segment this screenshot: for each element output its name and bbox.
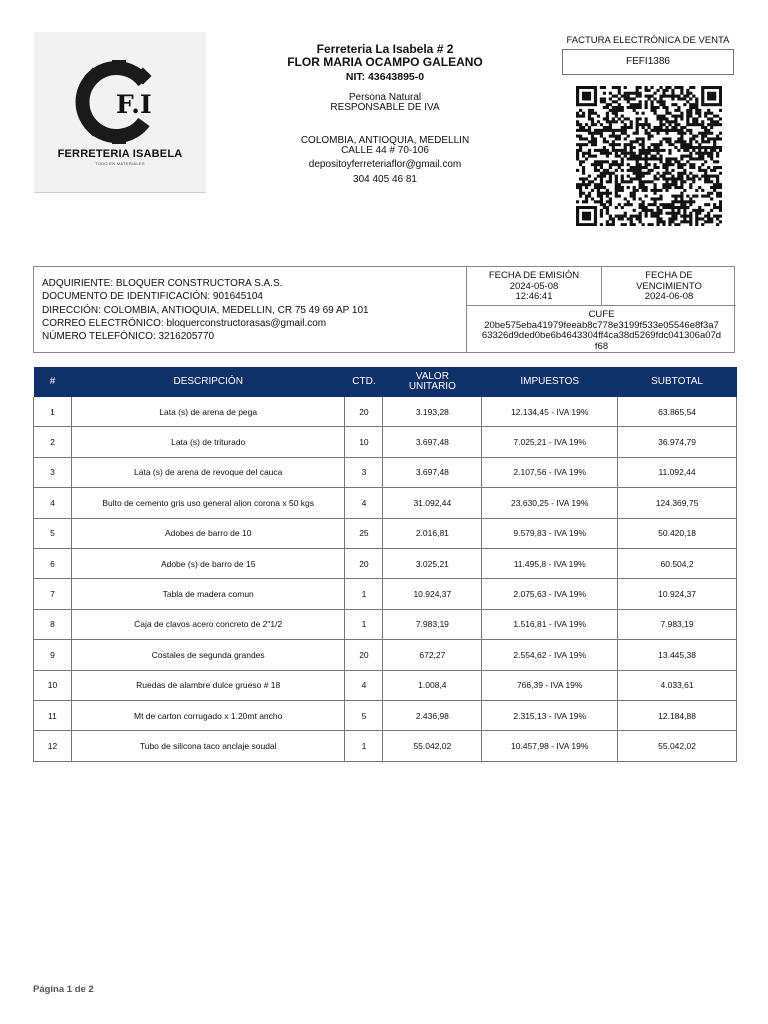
logo-name: FERRETERIA ISABELA <box>57 148 183 160</box>
row-quantity: 10 <box>345 427 383 457</box>
table-row <box>34 700 737 730</box>
issue-time: 12:46:41 <box>515 291 553 302</box>
header-unit-value-line-1: VALOR <box>415 371 449 382</box>
row-description: Adobe (s) de barro de 15 <box>71 548 345 578</box>
row-num: 8 <box>34 609 72 639</box>
row-description: Lata (s) de arena de revoque del cauca <box>71 457 345 487</box>
row-subtotal: 12.184,88 <box>618 700 737 730</box>
issue-date-cell <box>467 271 601 303</box>
row-num: 6 <box>34 548 72 578</box>
due-date-cell <box>602 271 736 303</box>
row-taxes: 11.495,8 - IVA 19% <box>482 548 618 578</box>
row-num: 2 <box>34 427 72 457</box>
seller-phone: 304 405 46 81 <box>353 174 417 185</box>
document-number: FEFI1386 <box>562 49 734 75</box>
row-quantity: 5 <box>345 700 383 730</box>
row-unit-value: 3.025,21 <box>383 548 482 578</box>
seller-address: CALLE 44 # 70-106 <box>341 145 429 156</box>
row-taxes: 12.134,45 - IVA 19% <box>482 397 618 427</box>
issue-date-label: FECHA DE EMISIÓN <box>488 270 580 281</box>
person-type: Persona Natural <box>348 92 422 103</box>
row-num: 11 <box>34 700 72 730</box>
row-unit-value: 3.193,28 <box>383 397 482 427</box>
row-unit-value: 10.924,37 <box>383 579 482 609</box>
row-taxes: 7.025,21 - IVA 19% <box>482 427 618 457</box>
row-num: 12 <box>34 731 72 761</box>
row-subtotal: 11.092,44 <box>618 457 737 487</box>
header-unit-value <box>383 367 482 397</box>
row-subtotal: 7.983,19 <box>618 609 737 639</box>
row-taxes: 1.516,81 - IVA 19% <box>482 609 618 639</box>
row-subtotal: 55.042,02 <box>618 731 737 761</box>
row-unit-value: 31.092,44 <box>383 488 482 518</box>
row-description: Tubo de silicona taco anclaje soudal <box>71 731 345 761</box>
row-num: 5 <box>34 518 72 548</box>
table-row <box>34 457 737 487</box>
row-quantity: 20 <box>345 548 383 578</box>
row-num: 4 <box>34 488 72 518</box>
row-unit-value: 672,27 <box>383 640 482 670</box>
row-description: Mt de carton corrugado x 1.20mt ancho <box>71 700 345 730</box>
row-quantity: 25 <box>345 518 383 548</box>
row-num: 10 <box>34 670 72 700</box>
row-taxes: 2.554,62 - IVA 19% <box>482 640 618 670</box>
due-date-label-1: FECHA DE <box>645 270 693 281</box>
row-num: 1 <box>34 397 72 427</box>
header-description: DESCRIPCIÓN <box>71 367 345 397</box>
row-unit-value: 2.436,98 <box>383 700 482 730</box>
row-taxes: 2.107,56 - IVA 19% <box>482 457 618 487</box>
row-subtotal: 63.865,54 <box>618 397 737 427</box>
row-num: 9 <box>34 640 72 670</box>
buyer-email: CORREO ELECTRÓNICO: bloquerconstructorasas@gmail.com <box>42 317 327 329</box>
header-taxes: IMPUESTOS <box>482 367 618 397</box>
cufe-line-2: 63326d9ded0be6b4643304ff4ca38d5269fdc041306a07d <box>481 330 722 341</box>
header-subtotal: SUBTOTAL <box>618 367 737 397</box>
row-taxes: 10.457,98 - IVA 19% <box>482 731 618 761</box>
issue-date: 2024-05-08 <box>509 280 559 292</box>
row-quantity: 4 <box>345 488 383 518</box>
table-header-row <box>34 367 737 397</box>
row-taxes: 9.579,83 - IVA 19% <box>482 518 618 548</box>
row-subtotal: 13.445,38 <box>618 640 737 670</box>
row-unit-value: 3.697,48 <box>383 427 482 457</box>
row-unit-value: 3.697,48 <box>383 457 482 487</box>
row-num: 7 <box>34 579 72 609</box>
buyer-phone: NÚMERO TELEFÓNICO: 3216205770 <box>42 331 215 343</box>
row-subtotal: 4.033,61 <box>618 670 737 700</box>
table-row <box>34 518 737 548</box>
row-description: Costales de segunda grandes <box>71 640 345 670</box>
row-quantity: 1 <box>345 609 383 639</box>
cufe-line-1: 20be575eba41979feeab8c778e3199f533e05546e8f3a7 <box>484 319 719 331</box>
table-row <box>34 579 737 609</box>
page-number: Página 1 de 2 <box>33 984 94 995</box>
due-date-label-2: VENCIMIENTO <box>636 280 702 292</box>
row-description: Caja de clavos acero concreto de 2"1/2 <box>71 609 345 639</box>
row-quantity: 20 <box>345 640 383 670</box>
store-name: Ferreteria La Isabela # 2 <box>316 42 454 56</box>
row-taxes: 766,39 - IVA 19% <box>482 670 618 700</box>
seller-location: COLOMBIA, ANTIOQUIA, MEDELLIN <box>300 135 470 146</box>
buyer-info-box <box>33 266 735 353</box>
row-unit-value: 1.008,4 <box>383 670 482 700</box>
row-quantity: 1 <box>345 731 383 761</box>
table-row <box>34 609 737 639</box>
row-num: 3 <box>34 457 72 487</box>
items-table <box>33 367 737 762</box>
table-row <box>34 427 737 457</box>
row-taxes: 2.315,13 - IVA 19% <box>482 700 618 730</box>
row-description: Lata (s) de arena de pega <box>71 397 345 427</box>
row-description: Bulto de cemento gris uso general alion corona x 50 kgs <box>71 488 345 518</box>
header-num: # <box>34 367 72 397</box>
qr-code-icon <box>576 86 722 226</box>
row-description: Lata (s) de triturado <box>71 427 345 457</box>
row-unit-value: 7.983,19 <box>383 609 482 639</box>
row-unit-value: 55.042,02 <box>383 731 482 761</box>
row-subtotal: 36.974,79 <box>618 427 737 457</box>
logo-initials: F.I <box>116 90 152 119</box>
row-subtotal: 50.420,18 <box>618 518 737 548</box>
row-description: Adobes de barro de 10 <box>71 518 345 548</box>
buyer-id: DOCUMENTO DE IDENTIFICACIÓN: 901645104 <box>42 291 263 303</box>
cufe-cell <box>467 310 736 352</box>
header-unit-value-line-2: UNITARIO <box>408 381 456 392</box>
document-type: FACTURA ELECTRÓNICA DE VENTA <box>566 35 730 46</box>
owner-name: FLOR MARIA OCAMPO GALEANO <box>287 55 483 69</box>
row-subtotal: 10.924,37 <box>618 579 737 609</box>
row-description: Tabla de madera comun <box>71 579 345 609</box>
row-description: Ruedas de alambre dulce grueso # 18 <box>71 670 345 700</box>
table-row <box>34 731 737 761</box>
logo-tagline: TODO EN MATERIALES <box>95 161 145 166</box>
row-quantity: 1 <box>345 579 383 609</box>
table-row <box>34 548 737 578</box>
due-date: 2024-06-08 <box>644 291 694 302</box>
row-taxes: 23.630,25 - IVA 19% <box>482 488 618 518</box>
table-row <box>34 397 737 427</box>
header-quantity: CTD. <box>345 367 383 397</box>
cufe-label: CUFE <box>588 309 615 320</box>
cufe-line-3: f68 <box>594 340 609 352</box>
row-quantity: 20 <box>345 397 383 427</box>
table-row <box>34 640 737 670</box>
row-subtotal: 60.504,2 <box>618 548 737 578</box>
seller-email: depositoyferreteriaflor@gmail.com <box>308 159 462 170</box>
row-taxes: 2.075,63 - IVA 19% <box>482 579 618 609</box>
row-unit-value: 2.016,81 <box>383 518 482 548</box>
row-subtotal: 124.369,75 <box>618 488 737 518</box>
tax-regime: RESPONSABLE DE IVA <box>330 102 440 113</box>
buyer-details <box>42 277 369 343</box>
buyer-address: DIRECCIÓN: COLOMBIA, ANTIOQUIA, MEDELLIN, CR 75 49 69 AP 101 <box>42 304 369 316</box>
buyer-name: ADQUIRIENTE: BLOQUER CONSTRUCTORA S.A.S. <box>42 278 283 289</box>
company-logo <box>34 32 206 193</box>
table-row <box>34 488 737 518</box>
seller-nit: NIT: 43643895-0 <box>345 71 425 83</box>
table-row <box>34 670 737 700</box>
row-quantity: 3 <box>345 457 383 487</box>
row-quantity: 4 <box>345 670 383 700</box>
